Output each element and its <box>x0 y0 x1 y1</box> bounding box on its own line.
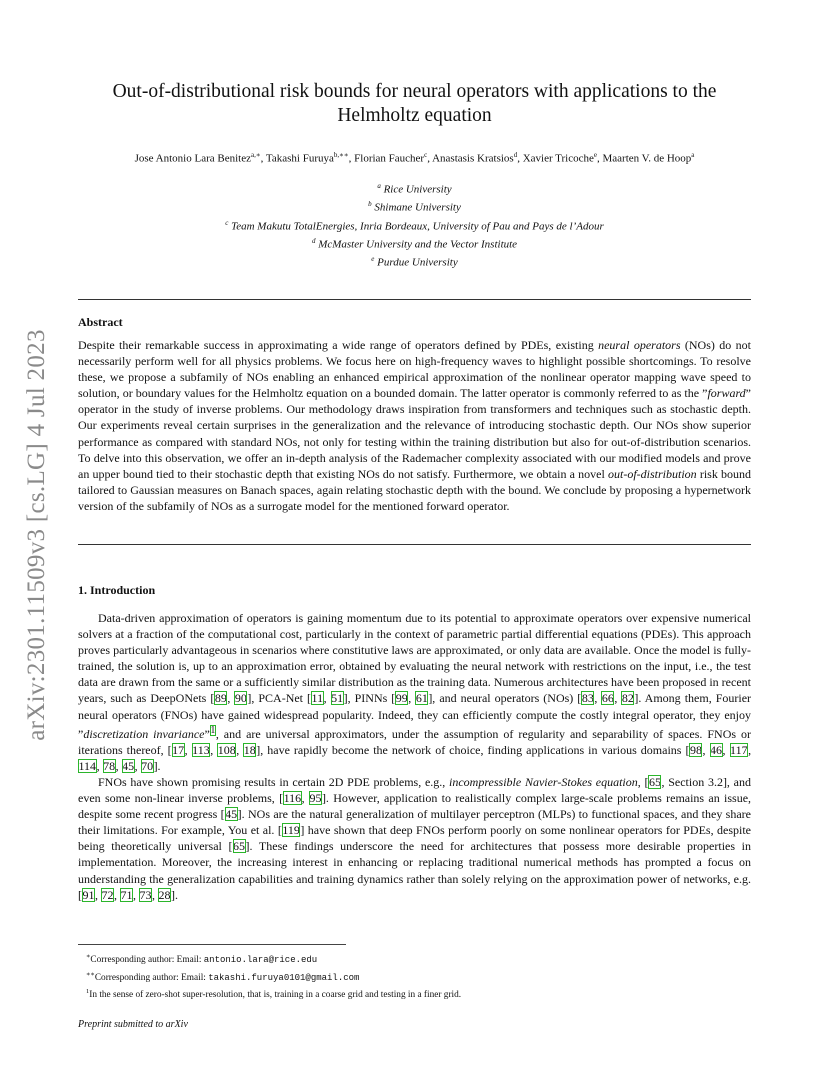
citation-link[interactable]: 82 <box>621 691 634 706</box>
author-affiliation-mark: d <box>513 151 518 159</box>
citation-link[interactable]: 18 <box>243 742 256 757</box>
citation-link[interactable]: 78 <box>103 758 116 773</box>
author-name: Xavier Tricoche <box>522 152 594 165</box>
author-name: Takashi Furuya <box>265 152 334 165</box>
citation-link[interactable]: 17 <box>172 742 185 757</box>
citation-link[interactable]: 89 <box>214 691 227 706</box>
citation-link[interactable]: 66 <box>601 691 614 706</box>
citation-link[interactable]: 70 <box>141 758 154 773</box>
email-address[interactable]: antonio.lara@rice.edu <box>203 955 318 966</box>
footnote-line: ∗∗Corresponding author: Email: takashi.furuya0101@gmail.com <box>86 970 360 983</box>
citation-link[interactable]: 95 <box>309 791 322 806</box>
affiliation-list <box>78 179 751 271</box>
citation-link[interactable]: 51 <box>331 691 344 706</box>
citation-link[interactable]: 90 <box>234 691 247 706</box>
email-address[interactable]: takashi.furuya0101@gmail.com <box>208 972 360 983</box>
affiliation-line: $^d$ McMaster University and the Vector Institute <box>311 237 518 251</box>
citation-link[interactable]: 113 <box>192 742 210 757</box>
arxiv-id-label: arXiv:2301.11509v3 [cs.LG] 4 Jul 2023 <box>23 329 50 741</box>
abstract-bottom-rule <box>78 544 751 545</box>
citation-link[interactable]: 98 <box>689 742 702 757</box>
affiliation-line: $^e$ Purdue University <box>371 255 458 270</box>
footnote-rule <box>78 944 346 945</box>
citation-link[interactable]: 99 <box>395 691 408 706</box>
citation-link[interactable]: 28 <box>158 887 171 902</box>
paper-title: Out-of-distributional risk bounds for neural operators with applications to the Helmholtz equation <box>112 81 717 126</box>
affiliation-line: $^a$ Rice University <box>377 182 452 196</box>
introduction-body <box>78 610 751 903</box>
author-affiliation-mark: b,∗∗ <box>333 151 349 159</box>
footnote-line: $^1$In the sense of zero-shot super-resolution, that is, training in a coarse grid and testing in a finer grid. <box>86 988 462 1001</box>
citation-link[interactable]: 116 <box>283 791 302 806</box>
author-affiliation-mark: e <box>593 151 597 159</box>
citation-link[interactable]: 71 <box>120 887 133 902</box>
abstract-heading: Abstract <box>78 315 123 329</box>
citation-link[interactable]: 11 <box>311 691 324 706</box>
citation-link[interactable]: 45 <box>122 758 135 773</box>
affiliation-line: $^c$ Team Makutu TotalEnergies, Inria Bordeaux, University of Pau and Pays de l’Adour <box>225 218 604 233</box>
citation-link[interactable]: 46 <box>710 742 722 757</box>
author-list: Jose Antonio Lara Benitez$^{a,∗}$, Takashi Furuya$^{b,∗∗}$, Florian Faucher$^c$, Anastasis Kratsios$^d$, Xavier Tricoche$^e$, Maarten V. de Hoop$^a$ <box>134 151 695 165</box>
author-affiliation-mark: a,∗ <box>250 151 261 159</box>
abstract-top-rule <box>78 299 751 300</box>
citation-link[interactable]: 65 <box>648 774 661 789</box>
author-name: Anastasis Kratsios <box>432 152 514 165</box>
citation-link[interactable]: 114 <box>78 758 97 773</box>
citation-link[interactable]: 73 <box>139 887 152 902</box>
abstract-text: Despite their remarkable success in approximating a wide range of operators defined by PDEs, existing neural operators (NOs) do not necessarily perform well for all physics problems. We focus here on high-frequency waves to highlight possible shortcomings. To resolve these, we propose a subfamily of NOs enabling an enhanced empirical approximation of the nonlinear operator mapping wave speed to solution, or boundary values for the Helmholtz equation on a bounded domain. The latter operator is commonly referred to as the ”forward” operator in the study of inverse problems. Our methodology draws inspiration from transformers and techniques such as stochastic depth. Our experiments reveal certain surprises in the generalization and the relevance of introducing stochastic depth. Our NOs show superior performance as compared with standard NOs, not only for testing within the training distribution but also for out-of-distribution scenarios. To delve into this observation, we offer an in-depth analysis of the Rademacher complexity associated with our modified models and prove an upper bound tied to their stochastic depth that existing NOs do not satisfy. Furthermore, we obtain a novel out-of-distribution risk bound tailored to Gaussian measures on Banach spaces, again relating stochastic depth with the bound. We conclude by proposing a hypernetwork version of the subfamily of NOs as a surrogate model for the mentioned forward operator. <box>78 338 752 513</box>
section-heading-introduction: 1. Introduction <box>78 583 156 597</box>
author-name: Maarten V. de Hoop <box>602 152 692 165</box>
author-affiliation-mark: a <box>691 151 695 159</box>
citation-link[interactable]: 45 <box>225 807 238 822</box>
footnotes <box>78 950 751 1003</box>
author-name: Jose Antonio Lara Benitez <box>134 152 251 165</box>
preprint-note: Preprint submitted to arXiv <box>78 1019 188 1030</box>
arxiv-sidebar-stamp <box>22 300 52 770</box>
citation-link[interactable]: 65 <box>233 839 246 854</box>
citation-link[interactable]: 117 <box>730 742 748 757</box>
citation-link[interactable]: 108 <box>217 742 236 757</box>
citation-link[interactable]: 91 <box>82 887 95 902</box>
body-paragraph: FNOs have shown promising results in certain 2D PDE problems, e.g., incompressible Navier-Stokes equation, [65, Section 3.2], and even some non-linear inverse problems, [116, 95]. However, application to realistically complex large-scale problems remains an issue, despite some recent progress [45]. NOs are the natural generalization of multilayer perceptron (MLPs) to functional spaces, and they share their limitations. For example, You et al. [119] have shown that deep FNOs perform poorly on some nonlinear operators for PDEs, despite being theoretically universal [65]. These findings underscore the need for architectures that possess more desirable properties in implementation. Moreover, the increasing interest in enhancing or replacing traditional numerical methods has prompted a focus on understanding the generalization capabilities and training dynamics rather than solely relying on the approximation power of networks, e.g. [91, 72, 71, 73, 28]. <box>78 774 752 902</box>
citation-link[interactable]: 72 <box>101 887 114 902</box>
author-affiliation-mark: c <box>424 151 428 159</box>
footnote-line: ∗Corresponding author: Email: antonio.lara@rice.edu <box>86 953 318 966</box>
citation-link[interactable]: 61 <box>415 691 428 706</box>
body-paragraph: Data-driven approximation of operators is gaining momentum due to its potential to approximate operators over expensive numerical solvers at a fraction of the computational cost, particularly in the context of parametric partial differential equations (PDEs). This approach proves particularly advantageous in scenarios where constitutive laws are approximated, or only data are available. Once the model is fully-trained, the solution is, up to an approximation error, obtained by evaluating the neural network with restrictions on the input, i.e., the test data are drawn from the same or a sufficiently similar distribution as the training data. Numerous architectures have been proposed in recent years, such as DeepONets [89, 90], PCA-Net [11, 51], PINNs [99, 61], and neural operators (NOs) [83, 66, 82]. Among them, Fourier neural operators (FNOs) have gained widespread popularity. Indeed, they can efficiently compute the costly integral operator, they enjoy ”discretization invariance”$^1$, and are universal approximators, under the assumption of regularity and separability of spaces. FNOs or iterations thereof, [17, 113, 108, 18], have rapidly become the network of choice, finding applications in various domains [98, 46, 117, 114, 78, 45, 70]. <box>78 611 752 773</box>
affiliation-line: $^b$ Shimane University <box>368 200 461 215</box>
citation-link[interactable]: 119 <box>282 823 300 838</box>
citation-link[interactable]: 83 <box>581 691 594 706</box>
author-name: Florian Faucher <box>354 152 425 165</box>
citation-link[interactable]: 1 <box>210 724 216 736</box>
